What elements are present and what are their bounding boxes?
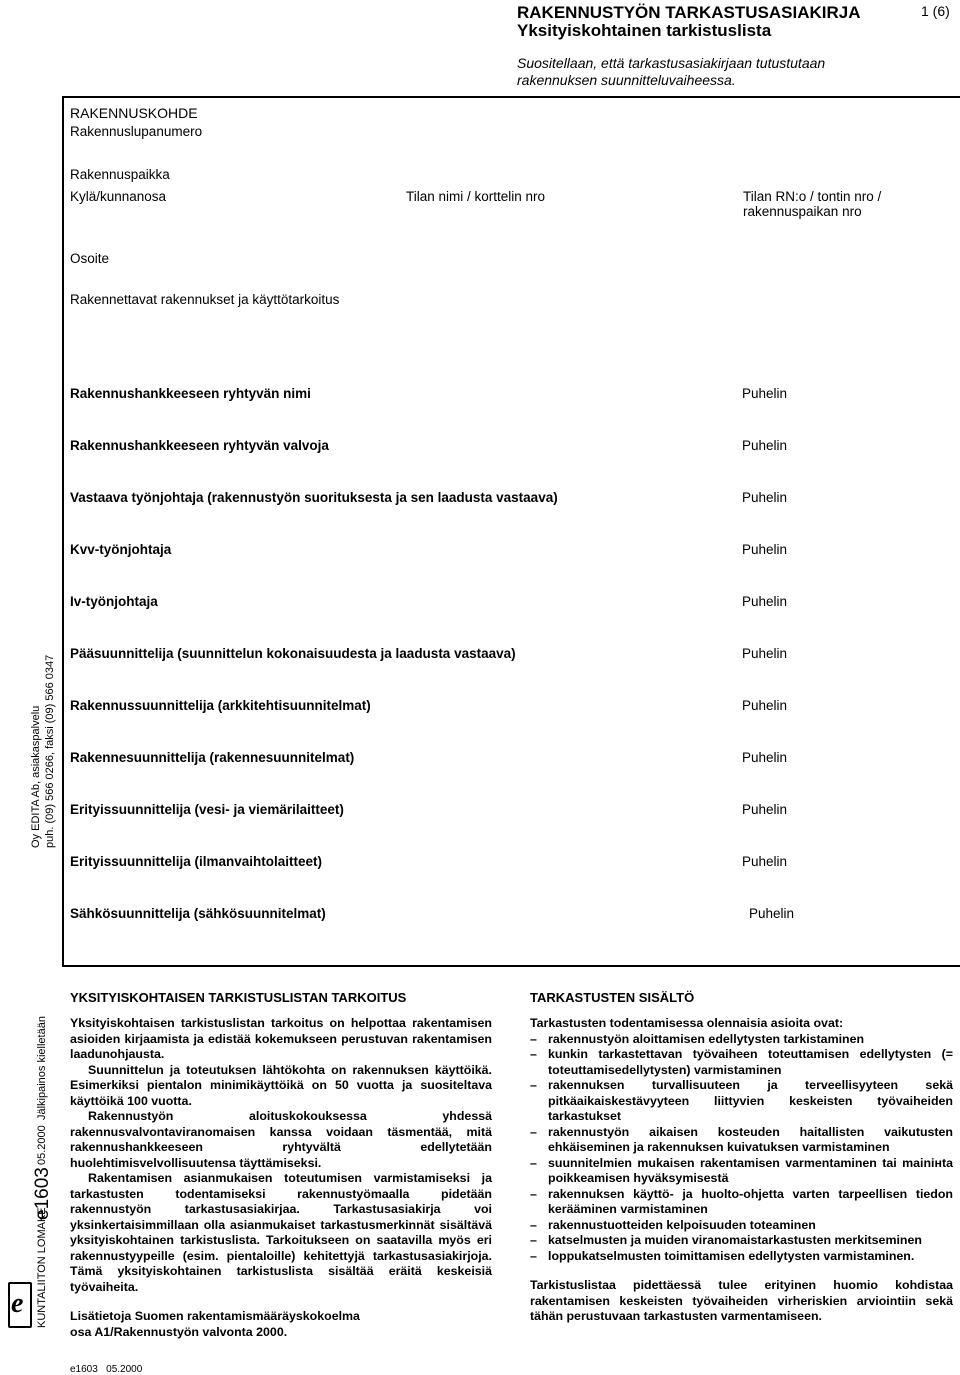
form-name: KUNTALIITON LOMAKE: [36, 1207, 48, 1328]
right-heading: TARKASTUSTEN SISÄLTÖ: [530, 990, 695, 1005]
footer-code: e1603 05.2000: [70, 1364, 143, 1375]
phone-label: Puhelin: [742, 646, 788, 661]
phone-label: Puhelin: [742, 854, 788, 869]
note-line-1: Suositellaan, että tarkastusasiakirjaan tutustutaan: [517, 55, 826, 71]
row-label: Rakennushankkeeseen ryhtyvän valvoja: [70, 438, 329, 453]
document-title: RAKENNUSTYÖN TARKASTUSASIAKIRJA: [517, 3, 861, 22]
field-estate: Tilan nimi / korttelin nro: [406, 189, 546, 204]
field-rn-1: Tilan RN:o / tontin nro /: [743, 189, 882, 204]
more-info-line-1: Lisätietoja Suomen rakentamismääräyskokoelma: [70, 1309, 360, 1323]
checklist-item: – rakennuksen turvallisuuteen ja terveellisyyteen sekä pitkäaikaiskestävyyteen liittyvien keskeisten työvaiheiden tarkastukset: [530, 1078, 953, 1123]
form-date: 05.2000: [36, 1125, 48, 1165]
form-top-border: [62, 96, 960, 98]
kuntaliitto-logo: e: [8, 1282, 32, 1328]
form-left-border: [62, 96, 64, 967]
phone-label: Puhelin: [742, 594, 788, 609]
phone-label: Puhelin: [742, 438, 788, 453]
field-building-site: Rakennuspaikka: [70, 167, 170, 182]
publisher-line-2: puh. (09) 566 0266, faksi (09) 566 0347: [44, 654, 56, 848]
phone-label: Puhelin: [749, 906, 795, 921]
row-label: Erityissuunnittelija (ilmanvaihtolaitteet): [70, 854, 323, 869]
row-label: Rakennushankkeeseen ryhtyvän nimi: [70, 386, 311, 401]
content-intro: Tarkastusten todentamisessa olennaisia asioita ovat:: [530, 1016, 844, 1030]
checklist-item: – rakennustyön aloittamisen edellytysten tarkistaminen: [530, 1031, 865, 1046]
phone-label: Puhelin: [742, 542, 788, 557]
form-code: e1603: [32, 1167, 53, 1220]
form-bottom-border: [62, 965, 960, 967]
right-column: [530, 990, 953, 1325]
section-rakennuskohde: RAKENNUSKOHDE: [70, 105, 198, 121]
row-label: Erityissuunnittelija (vesi- ja viemärilaitteet): [70, 802, 344, 817]
phone-label: Puhelin: [742, 802, 788, 817]
field-permit-number: Rakennuslupanumero: [70, 124, 203, 139]
checklist-item: – suunnitelmien mukaisen rakentamisen varmentaminen tai mainінta poikkeamisen hyväksymisestä: [530, 1155, 953, 1185]
document-paragraph: Rakentamisen asianmukaisen toteutumisen varmistamiseksi ja tarkastusten todentamiseksi rakennustyömaalla pidetään rakennustyön tarkastusasiakirjaa. Tarkastusasiakirja voi yksinkertaisimmillaan olla asianmukaiset tarkastusmerkinnät sisältävä yksityiskohtainen tarkistuslista. Tarkoitukseen on saatavilla myös eri rakennustyypeille (esim. pientaloille) kehitettyjä tarkastusasiakirjoja. Tämä yksityiskohtainen tarkistuslista sisältää eräitä keskeisiä työvaiheita.: [70, 1171, 492, 1294]
phone-label: Puhelin: [742, 490, 788, 505]
row-label: Pääsuunnittelija (suunnittelun kokonaisuudesta ja laadusta vastaava): [70, 646, 516, 661]
checklist-item: – loppukatselmusten toimittamisen edellytysten varmistaminen.: [530, 1248, 915, 1263]
row-label: Sähkösuunnittelija (sähkösuunnitelmat): [70, 906, 326, 921]
phone-label: Puhelin: [742, 750, 788, 765]
field-rn-2: rakennuspaikan nro: [743, 204, 862, 219]
document-subtitle: Yksityiskohtainen tarkistuslista: [517, 21, 772, 40]
meeting-paragraph: Rakennustyön aloituskokouksessa yhdessä rakennusvalvontaviranomaisen kanssa voidaan täsmentää, mitä rakennushankkeeseen ryhtyvältä edellytetään huolehtimisvelvollisuutensa täyttämiseksi.: [70, 1109, 492, 1170]
row-label: Rakennesuunnittelija (rakennesuunnitelmat): [70, 750, 355, 765]
page-number: 1 (6): [921, 3, 950, 19]
left-column: [70, 990, 492, 1340]
publisher-line-1: Oy EDITA Ab, asiakaspalvelu: [30, 705, 42, 848]
checklist-item: – katselmusten ja muiden viranomaistarkastusten merkitseminen: [530, 1233, 922, 1247]
closing-paragraph: Tarkistuslistaa pidettäessä tulee erityinen huomio kohdistaa rakentamisen keskeisten työvaiheiden virheriskien arviointiin sekä tähän perustuvaan tarkastusten varmentamiseen.: [530, 1278, 953, 1323]
row-label: Iv-työnjohtaja: [70, 594, 158, 609]
field-buildings: Rakennettavat rakennukset ja käyttötarkoitus: [70, 292, 340, 307]
left-heading: YKSITYISKOHTAISEN TARKISTUSLISTAN TARKOITUS: [70, 990, 407, 1005]
checklist-item: – rakennustuotteiden kelpoisuuden toteaminen: [530, 1217, 816, 1232]
copy-note: Jälkipainos kielletään: [36, 1016, 48, 1120]
lifespan-paragraph: Suunnittelun ja toteutuksen lähtökohta on rakennuksen käyttöikä. Esimerkiksi pientalon minimikäyttöikä on 50 vuotta ja suositeltava käyttöikä 100 vuotta.: [70, 1062, 492, 1108]
phone-label: Puhelin: [742, 698, 788, 713]
field-address: Osoite: [70, 251, 110, 266]
more-info-line-2: osa A1/Rakennustyön valvonta 2000.: [70, 1324, 288, 1339]
phone-label: Puhelin: [742, 386, 788, 401]
purpose-paragraph: Yksityiskohtaisen tarkistuslistan tarkoitus on helpottaa rakentamisen asioiden kirjaamista ja edistää kokemukseen perustuvan rakentamisen laadunohjausta.: [70, 1016, 492, 1061]
row-label: Rakennussuunnittelija (arkkitehtisuunnitelmat): [70, 698, 371, 713]
note-line-2: rakennuksen suunnitteluvaiheessa.: [517, 72, 736, 88]
row-label: Vastaava työnjohtaja (rakennustyön suorituksesta ja sen laadusta vastaava): [70, 490, 558, 505]
field-village: Kylä/kunnanosa: [70, 189, 167, 204]
checklist-item: – rakennuksen käyttö- ja huolto-ohjetta varten tarpeellisen tiedon kerääminen varmistaminen: [530, 1186, 953, 1216]
checklist-item: – rakennustyön aikaisen kosteuden haitallisten vaikutusten ehkäiseminen ja rakennuksen kuivatuksen varmistaminen: [530, 1124, 953, 1154]
checklist-item: – kunkin tarkastettavan työvaiheen toteuttamisen edellytysten (= toteuttamisedellytysten) varmistaminen: [530, 1047, 953, 1077]
row-label: Kvv-työnjohtaja: [70, 542, 172, 557]
